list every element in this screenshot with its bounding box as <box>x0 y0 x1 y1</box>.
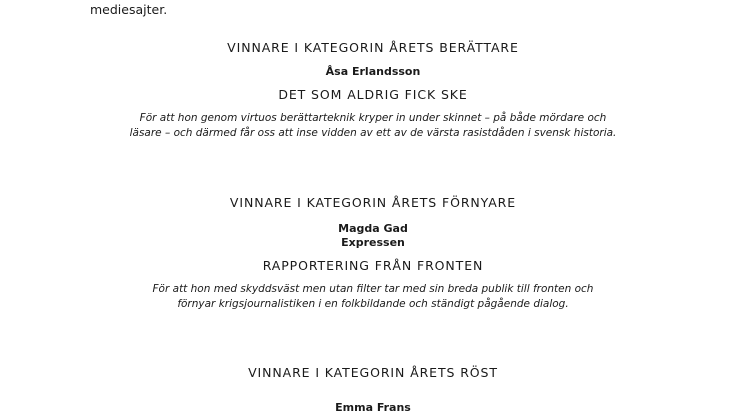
award-section-fornyare <box>0 195 746 312</box>
work-title: RAPPORTERING FRÅN FRONTEN <box>262 258 484 273</box>
category-heading: VINNARE I KATEGORIN ÅRETS RÖST <box>248 365 498 380</box>
motivation-line-2: förnyar krigsjournalistiken i en folkbildande och ständigt pågående dialog. <box>177 298 569 310</box>
category-heading: VINNARE I KATEGORIN ÅRETS BERÄTTARE <box>227 40 519 55</box>
work-title: DET SOM ALDRIG FICK SKE <box>278 87 468 102</box>
award-section-berattare <box>0 40 746 141</box>
winner-name: Emma Frans <box>335 401 411 414</box>
winner-name: Åsa Erlandsson <box>325 65 421 78</box>
motivation-line-1: För att hon med skyddsväst men utan filter tar med sin breda publik till fronten och <box>152 283 594 295</box>
winner-name: Magda Gad <box>338 222 408 235</box>
motivation-line-2: läsare – och därmed får oss att inse vidden av ett av de värsta rasistdåden i svensk historia. <box>129 127 617 139</box>
category-heading: VINNARE I KATEGORIN ÅRETS FÖRNYARE <box>229 195 517 210</box>
winner-outlet: Expressen <box>341 236 405 249</box>
motivation-line-1: För att hon genom virtuos berättarteknik kryper in under skinnet – på både mördare och <box>139 112 607 124</box>
intro-text-tail: mediesajter. <box>90 2 168 17</box>
award-section-rost <box>0 365 746 415</box>
